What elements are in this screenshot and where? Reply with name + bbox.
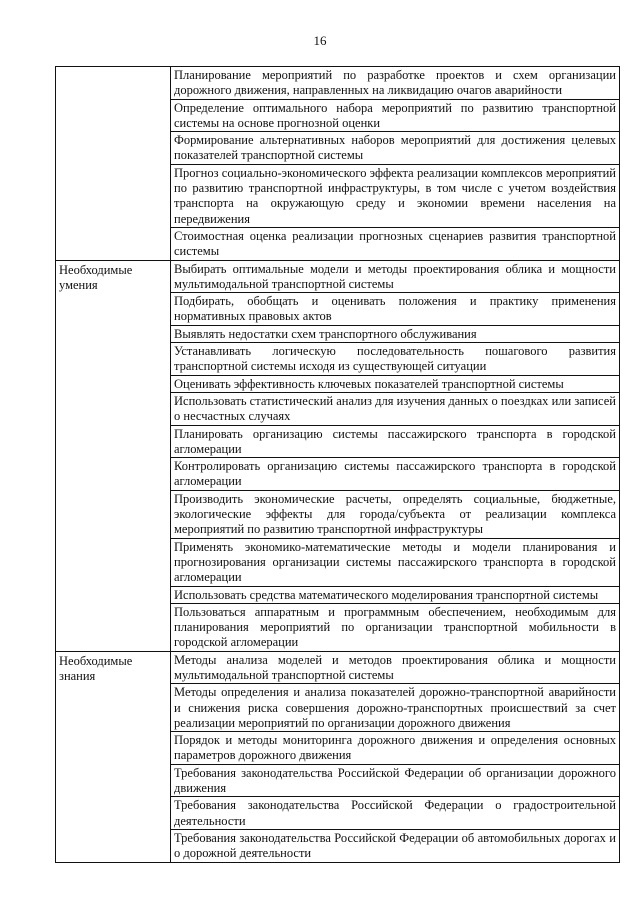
list-item: Методы определения и анализа показателей дорожно-транспортной аварийности и снижения риска совершения дорожно-транспортных происшествий за счет реализации мероприятий по организации дорожного движения [171,683,619,731]
table-row [56,260,620,651]
list-item: Порядок и методы мониторинга дорожного движения и определения основных параметров дорожного движения [171,731,619,764]
list-item: Планировать организацию системы пассажирского транспорта в городской агломерации [171,425,619,458]
list-item: Формирование альтернативных наборов мероприятий для достижения целевых показателей транспортной системы [171,131,619,164]
list-item: Контролировать организацию системы пассажирского транспорта в городской агломерации [171,457,619,490]
list-item: Использовать средства математического моделирования транспортной системы [171,586,619,603]
list-item: Оценивать эффективность ключевых показателей транспортной системы [171,375,619,392]
list-item: Методы анализа моделей и методов проектирования облика и мощности мультимодальной транспортной системы [174,652,616,682]
competency-table [55,66,620,863]
list-item: Выявлять недостатки схем транспортного обслуживания [171,325,619,342]
list-item: Прогноз социально-экономического эффекта реализации комплексов мероприятий по развитию транспортной инфраструктуры, в том числе с учетом воздействия транспорта на окружающую среду и экономии времени населения на передвижения [171,164,619,227]
list-item: Требования законодательства Российской Федерации об организации дорожного движения [171,764,619,797]
list-item: Применять экономико-математические методы и модели планирования и прогнозирования организации системы пассажирского транспорта в городской агломерации [171,538,619,586]
table-row [56,67,620,261]
competency-table-body [56,67,620,863]
row-label: Необходимые умения [56,260,171,651]
list-item: Пользоваться аппаратным и программным обеспечением, необходимым для планирования мероприятий по организации транспортной мобильности в городской агломерации [171,603,619,651]
list-item: Выбирать оптимальные модели и методы проектирования облика и мощности мультимодальной транспортной системы [174,261,616,291]
row-items [171,260,620,651]
list-item: Определение оптимального набора мероприятий по развитию транспортной системы на основе прогнозной оценки [171,99,619,132]
row-label [56,67,171,261]
list-item: Использовать статистический анализ для изучения данных о поездках или записей о несчастных случаях [171,392,619,425]
list-item: Планирование мероприятий по разработке проектов и схем организации дорожного движения, направленных на ликвидацию очагов аварийности [174,68,616,98]
list-item: Требования законодательства Российской Федерации о градостроительной деятельности [171,796,619,829]
list-item: Стоимостная оценка реализации прогнозных сценариев развития транспортной системы [171,227,619,260]
row-items [171,67,620,261]
list-item: Требования законодательства Российской Федерации об автомобильных дорогах и о дорожной деятельности [171,829,619,862]
list-item: Подбирать, обобщать и оценивать положения и практику применения нормативных правовых актов [171,292,619,325]
page-number: 16 [313,33,327,48]
row-label: Необходимые знания [56,651,171,862]
row-items [171,651,620,862]
list-item: Устанавливать логическую последовательность пошагового развития транспортной системы исходя из существующей ситуации [171,342,619,375]
table-row [56,651,620,862]
list-item: Производить экономические расчеты, определять социальные, бюджетные, экологические эффекты для города/субъекта от реализации комплекса мероприятий по развитию транспортной инфраструктуры [171,490,619,538]
